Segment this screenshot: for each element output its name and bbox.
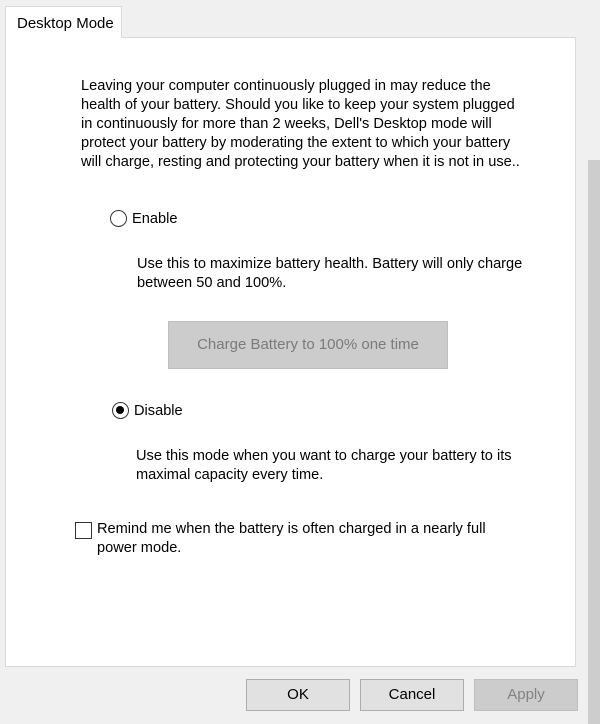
vertical-scrollbar[interactable]	[586, 0, 600, 724]
apply-button[interactable]: Apply	[474, 679, 578, 711]
tab-desktop-mode[interactable]	[5, 6, 122, 38]
disable-description: Use this mode when you want to charge your battery to its maximal capacity every time.	[136, 448, 512, 483]
description-text: Leaving your computer continuously plugged in may reduce the health of your battery. Should you like to keep your system plugged in continuously for more than 2 weeks, Dell's Desktop mode will protect your battery by moderating the extent to which your battery will charge, resting and protecting your battery when it is not in use..	[81, 78, 520, 170]
scrollbar-thumb[interactable]	[588, 160, 600, 724]
reminder-label[interactable]: Remind me when the battery is often charged in a nearly full power mode.	[97, 521, 486, 556]
enable-description: Use this to maximize battery health. Battery will only charge between 50 and 100%.	[137, 256, 523, 291]
ok-button[interactable]: OK	[246, 679, 350, 711]
charge-battery-button[interactable]: Charge Battery to 100% one time	[168, 321, 448, 369]
disable-label[interactable]: Disable	[134, 403, 183, 419]
tab-label: Desktop Mode	[17, 15, 114, 32]
enable-label[interactable]: Enable	[132, 211, 178, 227]
reminder-checkbox[interactable]	[75, 522, 92, 539]
disable-radio[interactable]	[112, 402, 129, 419]
enable-radio[interactable]	[110, 210, 127, 227]
cancel-button[interactable]: Cancel	[360, 679, 464, 711]
